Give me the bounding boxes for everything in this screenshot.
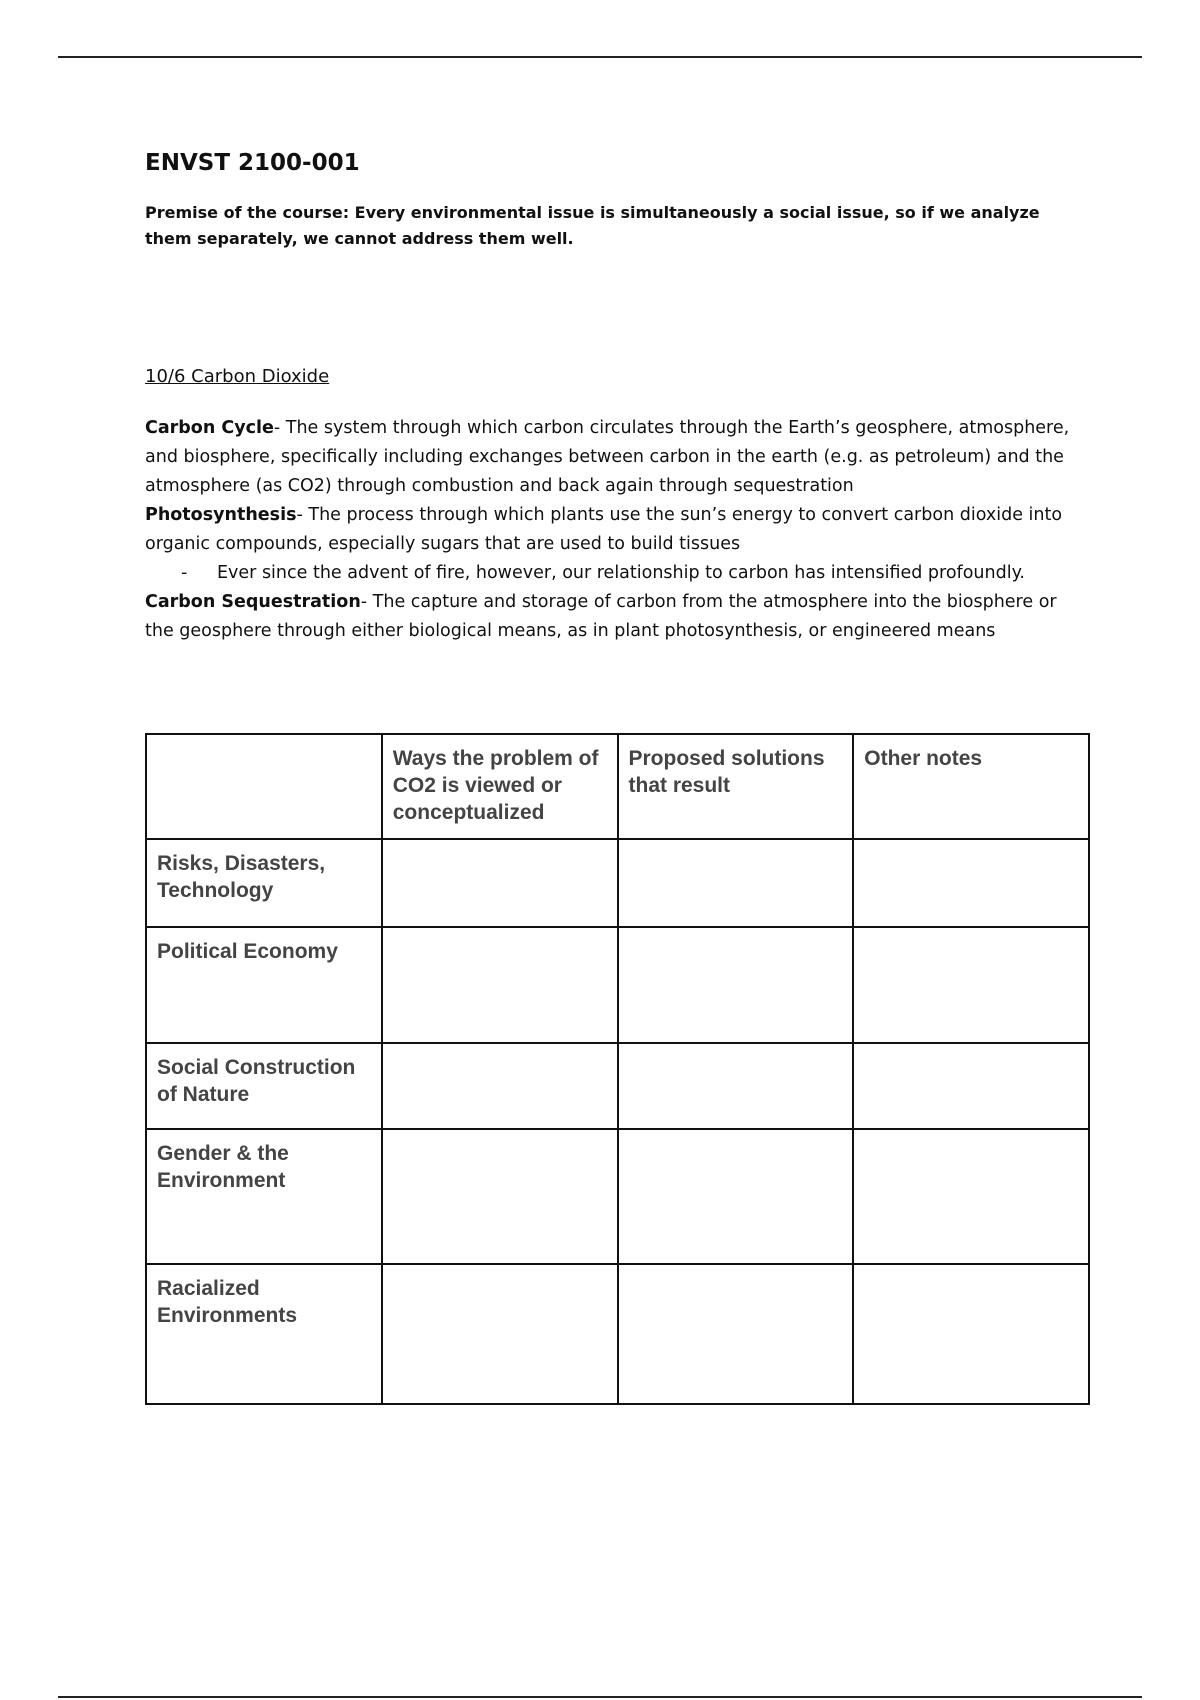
header-cell-other-notes: Other notes (853, 734, 1089, 839)
document-body (145, 148, 1090, 646)
definition-carbon-cycle (145, 414, 1090, 501)
table-cell (382, 1129, 618, 1264)
table-cell (853, 927, 1089, 1043)
table-cell (382, 1264, 618, 1404)
table-cell (853, 1129, 1089, 1264)
definition-text: The process through which plants use the sun’s energy to convert carbon dioxide into organic compounds, especially sugars that are used to build tissues (145, 505, 1063, 554)
course-code-title: ENVST 2100-001 (145, 150, 360, 176)
table-cell (618, 1264, 854, 1404)
bullet-dash: - (181, 563, 188, 583)
definition-photosynthesis (145, 501, 1090, 559)
table-cell (382, 839, 618, 927)
table-row (146, 927, 1089, 1043)
row-label-cell: Racialized Environments (146, 1264, 382, 1404)
table-cell (618, 1043, 854, 1129)
definitions (145, 414, 1090, 646)
bottom-rule (58, 1696, 1142, 1698)
table-row (146, 1129, 1089, 1264)
table-header-row (146, 734, 1089, 839)
row-label-cell: Social Construction of Nature (146, 1043, 382, 1129)
course-premise: Premise of the course: Every environmental issue is simultaneously a social issue, so if we analyze them separately, we cannot address them well. (145, 203, 1040, 248)
table-cell (853, 1264, 1089, 1404)
definition-separator: - (360, 592, 373, 612)
row-label-cell: Gender & the Environment (146, 1129, 382, 1264)
definition-term: Carbon Cycle (145, 418, 274, 438)
bullet-text: Ever since the advent of fire, however, our relationship to carbon has intensified profoundly. (217, 563, 1025, 583)
section-heading: 10/6 Carbon Dioxide (145, 366, 330, 387)
definition-text: The capture and storage of carbon from the atmosphere into the biosphere or the geosphere through either biological means, as in plant photosynthesis, or engineered means (145, 592, 1057, 641)
definition-term: Photosynthesis (145, 505, 297, 525)
table-cell (618, 1129, 854, 1264)
definition-carbon-sequestration (145, 588, 1090, 646)
table-row (146, 1043, 1089, 1129)
definition-term: Carbon Sequestration (145, 592, 361, 612)
table-cell (853, 1043, 1089, 1129)
table-cell (853, 839, 1089, 927)
row-label-cell: Political Economy (146, 927, 382, 1043)
table-row (146, 839, 1089, 927)
header-cell-proposed-solutions: Proposed solutions that result (618, 734, 854, 839)
top-rule (58, 56, 1142, 58)
table-cell (382, 1043, 618, 1129)
definition-separator: - (296, 505, 309, 525)
header-cell-empty (146, 734, 382, 839)
table-cell (382, 927, 618, 1043)
analysis-table (145, 733, 1090, 1405)
table-cell (618, 927, 854, 1043)
row-label-cell: Risks, Disasters, Technology (146, 839, 382, 927)
definition-text: The system through which carbon circulates through the Earth’s geosphere, atmosphere, and biosphere, specifically including exchanges between carbon in the earth (e.g. as petroleum) and the atmosphere (as CO2) through combustion and back again through sequestration (145, 418, 1070, 496)
table-cell (618, 839, 854, 927)
table-row (146, 1264, 1089, 1404)
definition-separator: - (273, 418, 286, 438)
header-cell-ways-viewed: Ways the problem of CO2 is viewed or conceptualized (382, 734, 618, 839)
bullet-note (145, 559, 1090, 588)
